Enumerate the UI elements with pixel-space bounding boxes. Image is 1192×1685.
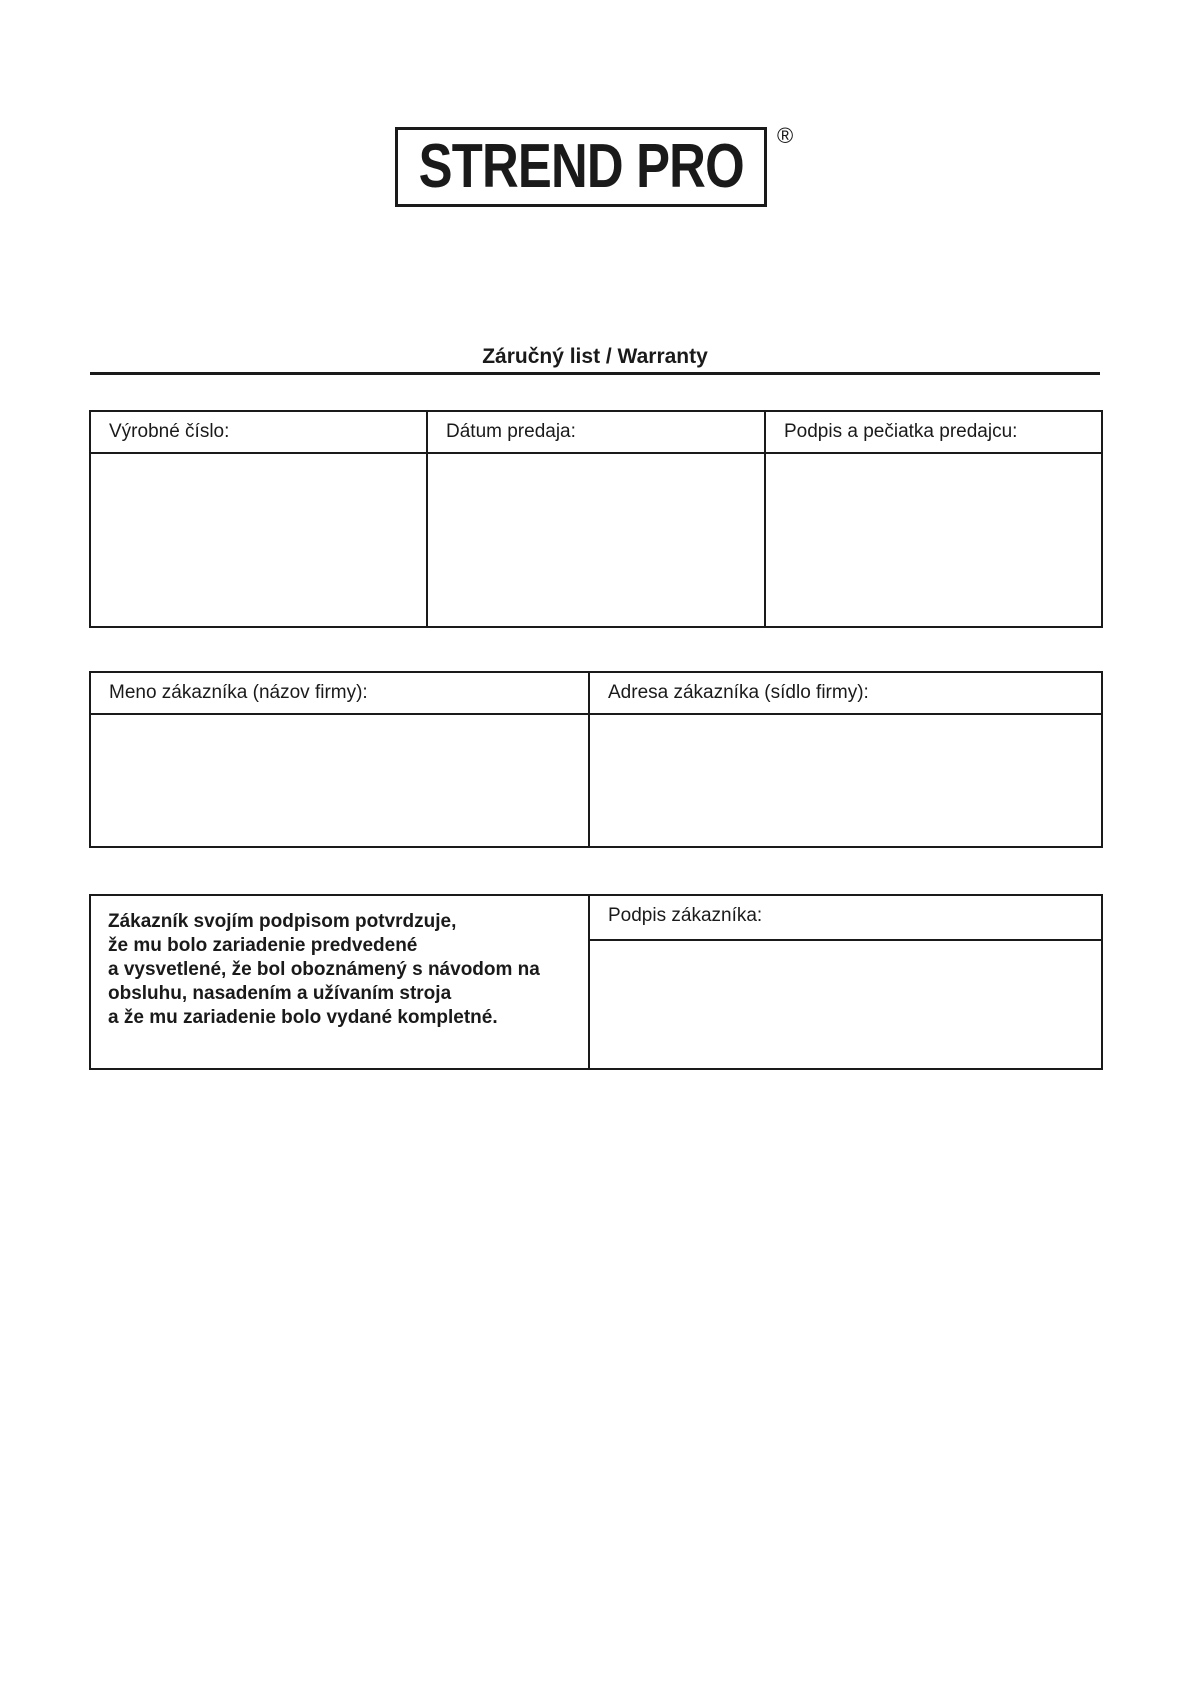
customer-signature-label: Podpis zákazníka: xyxy=(589,895,1102,940)
customer-address-field[interactable] xyxy=(589,714,1102,847)
sale-date-label: Dátum predaja: xyxy=(427,411,765,453)
sale-date-field[interactable] xyxy=(427,453,765,627)
customer-name-label: Meno zákazníka (názov firmy): xyxy=(90,672,589,714)
brand-logo xyxy=(395,123,794,207)
statement-line: že mu bolo zariadenie predvedené xyxy=(108,935,418,956)
statement-line: obsluhu, nasadením a užívaním stroja xyxy=(108,983,452,1004)
statement-line: Zákazník svojím podpisom potvrdzuje, xyxy=(108,911,457,932)
page-title: Záručný list / Warranty xyxy=(482,345,708,368)
seller-signature-label: Podpis a pečiatka predajcu: xyxy=(765,411,1102,453)
statement-line: a vysvetlené, že bol oboznámený s návodom na xyxy=(108,959,540,980)
sale-info-table xyxy=(89,410,1103,628)
logo-text: STREND PRO xyxy=(418,132,744,201)
customer-address-label: Adresa zákazníka (sídlo firmy): xyxy=(589,672,1102,714)
title-divider xyxy=(90,372,1100,375)
seller-signature-field[interactable] xyxy=(765,453,1102,627)
customer-name-field[interactable] xyxy=(90,714,589,847)
customer-statement xyxy=(90,895,589,1069)
serial-number-label: Výrobné číslo: xyxy=(90,411,427,453)
confirmation-table xyxy=(89,894,1103,1070)
serial-number-field[interactable] xyxy=(90,453,427,627)
logo-frame xyxy=(395,127,767,207)
registered-trademark-mark: ® xyxy=(777,123,794,148)
statement-line: a že mu zariadenie bolo vydané kompletné. xyxy=(108,1007,498,1028)
customer-signature-field[interactable] xyxy=(589,940,1102,1069)
customer-info-table xyxy=(89,671,1103,848)
